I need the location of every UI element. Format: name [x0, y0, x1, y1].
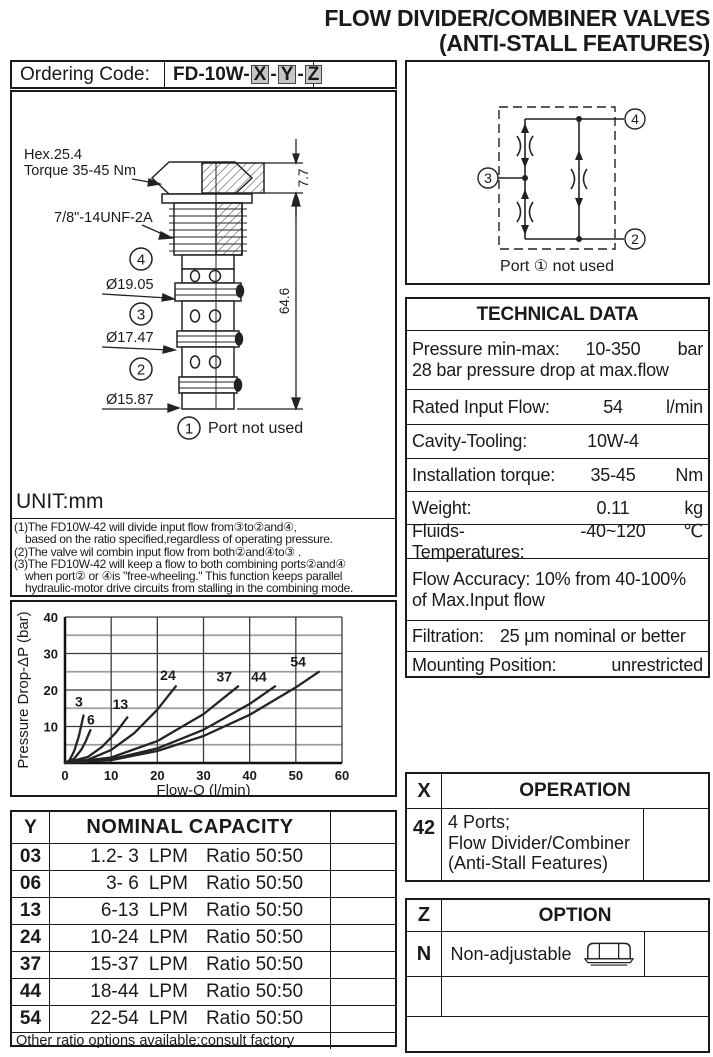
tech-label: Filtration: — [412, 625, 484, 646]
diameter-19-label: Ø19.05 — [106, 277, 154, 293]
tech-row-rated-flow — [407, 390, 708, 425]
ordering-prefix: FD-10W- — [173, 63, 250, 85]
schematic-port3: 3 — [484, 170, 492, 186]
tech-row-cavity — [407, 425, 708, 459]
svg-text:Pressure Drop-ΔP (bar): Pressure Drop-ΔP (bar) — [15, 611, 32, 769]
table-row — [12, 925, 395, 952]
port1-callout: 1 — [184, 420, 194, 438]
svg-text:Flow-Q (l/min): Flow-Q (l/min) — [156, 782, 251, 795]
option-label: Non-adjustable — [450, 943, 572, 964]
operation-column-header: OPERATION — [519, 780, 631, 801]
hydraulic-schematic-box — [405, 60, 710, 285]
table-row — [12, 898, 395, 925]
empty-column — [331, 1006, 395, 1032]
notes-divider — [12, 518, 395, 519]
svg-text:3: 3 — [74, 693, 83, 710]
table-header-row — [407, 900, 708, 932]
tech-label: Flow Accuracy: 10% from 40-100% — [412, 568, 686, 589]
svg-text:20: 20 — [43, 683, 58, 698]
table-row — [12, 979, 395, 1006]
title-line1: FLOW DIVIDER/COMBINER VALVES — [324, 5, 710, 31]
port2-callout: 2 — [136, 361, 146, 379]
table-row — [12, 952, 395, 979]
tech-value: 10-350 — [585, 339, 641, 359]
empty-column — [331, 812, 395, 843]
flow-unit: LPM — [148, 1008, 188, 1029]
capacity-column-header: NOMINAL CAPACITY — [50, 812, 331, 843]
tech-label: Installation torque: — [412, 464, 556, 485]
nominal-capacity-table — [10, 810, 397, 1047]
empty-column — [331, 871, 395, 897]
z-column-header: Z — [407, 900, 442, 931]
tech-row-filtration — [407, 621, 708, 652]
capacity-cell — [50, 952, 331, 978]
svg-text:10: 10 — [103, 768, 119, 783]
svg-text:30: 30 — [43, 646, 58, 662]
o-ring-1 — [237, 285, 244, 297]
table-row — [12, 844, 395, 871]
flow-unit: LPM — [148, 927, 188, 948]
table-row — [407, 809, 708, 880]
empty-column — [331, 844, 395, 870]
note-line: (2)The valve wil combin input flow from both②and④to③ . — [14, 544, 301, 559]
valve-drawing-box — [10, 90, 397, 597]
svg-text:40: 40 — [43, 610, 58, 625]
ordering-code-box — [10, 60, 397, 89]
title-line2: (ANTI-STALL FEATURES) — [439, 29, 710, 56]
svg-text:54: 54 — [290, 653, 306, 670]
table-header-row — [407, 774, 708, 809]
empty-column — [331, 898, 395, 924]
tech-label: Cavity-Tooling: — [412, 431, 528, 451]
ratio: Ratio 50:50 — [205, 981, 304, 1002]
flow-unit: LPM — [148, 954, 188, 975]
ordering-code-value — [165, 62, 320, 87]
flow-range: 6-13 — [100, 900, 139, 921]
svg-text:40: 40 — [242, 768, 257, 783]
tech-unit: Nm — [675, 464, 703, 485]
ordering-sep2: - — [297, 63, 304, 85]
tech-row-mounting — [407, 652, 708, 679]
svg-text:6: 6 — [86, 711, 95, 728]
tech-row-temperature — [407, 520, 708, 562]
operation-line: Flow Divider/Combiner — [448, 832, 631, 853]
footnotes — [14, 521, 394, 595]
thread-spec-label: 7/8"-14UNF-2A — [54, 210, 153, 226]
nose — [182, 393, 234, 409]
svg-text:20: 20 — [150, 768, 165, 783]
operation-line: 4 Ports; — [448, 812, 511, 832]
groove-band-19 — [175, 283, 241, 301]
ratio: Ratio 50:50 — [205, 927, 304, 948]
note-line: (3)The FD10W-42 will keep a flow to both combining ports②and④ — [14, 556, 346, 571]
empty-column — [645, 932, 708, 976]
dim-7-7: 7.7 — [296, 168, 311, 188]
hex-section-hatch — [202, 163, 264, 193]
empty-column — [331, 952, 395, 978]
y-column-header: Y — [12, 812, 50, 843]
y-code: 03 — [12, 844, 50, 870]
table-row — [12, 1006, 395, 1033]
flow-range: 10-24 — [90, 927, 139, 948]
flow-unit: LPM — [148, 900, 188, 921]
footer-note: Other ratio options available;consult factory — [12, 1033, 331, 1049]
svg-text:13: 13 — [112, 695, 129, 712]
table-row — [407, 932, 708, 977]
ratio: Ratio 50:50 — [205, 1008, 304, 1029]
o-ring-3 — [235, 379, 242, 391]
thread-section-hatch — [216, 203, 242, 255]
capacity-cell — [50, 871, 331, 897]
note-line: (1)The FD10W-42 will divide input flow from③to②and④, — [14, 520, 297, 534]
tech-label: Rated Input Flow: — [412, 396, 550, 417]
tech-unit: ℃ — [682, 520, 703, 541]
tech-unit: kg — [684, 497, 703, 518]
diameter-17-label: Ø17.47 — [106, 330, 154, 346]
note-line: when port② or ④is "free-wheeling." This function keeps parallel — [25, 569, 343, 584]
ordering-z: Z — [305, 65, 323, 84]
tech-value: unrestricted — [611, 655, 703, 675]
flow-range: 18-44 — [90, 981, 139, 1002]
ordering-code-label: Ordering Code: — [12, 62, 165, 87]
hex-size-label: Hex.25.4 — [24, 147, 83, 163]
ratio: Ratio 50:50 — [205, 846, 304, 867]
diameter-15-label: Ø15.87 — [106, 392, 154, 408]
port1-note: Port not used — [208, 420, 304, 437]
neck — [182, 255, 234, 269]
flow-paths — [498, 119, 624, 239]
flow-range: 15-37 — [90, 954, 139, 975]
hex-nut-icon — [582, 940, 636, 968]
operation-table — [405, 772, 710, 882]
note-line: hydraulic-motor drive circuits from stalling in the combining mode. — [25, 581, 354, 596]
tech-label: Pressure min-max: — [412, 339, 560, 359]
tech-unit: bar — [677, 339, 703, 359]
empty-column — [644, 809, 708, 880]
groove-band-15 — [179, 377, 237, 393]
ordering-y: Y — [278, 65, 297, 84]
tech-unit: l/min — [665, 396, 703, 417]
svg-text:24: 24 — [160, 666, 176, 683]
valve-body-outline — [152, 162, 264, 409]
schematic-caption: Port ① not used — [500, 258, 614, 275]
tech-value: 35-45 — [590, 464, 636, 485]
tech-label: Mounting Position: — [412, 655, 557, 675]
y-code: 54 — [12, 1006, 50, 1032]
option-cell — [442, 932, 645, 976]
option-table — [405, 898, 710, 1053]
tech-label: Weight: — [412, 497, 472, 518]
option-column-header: OPTION — [538, 904, 612, 926]
capacity-cell — [50, 979, 331, 1005]
table-header-row — [12, 812, 395, 844]
y-code: 13 — [12, 898, 50, 924]
page-title — [324, 6, 710, 56]
flow-range: 22-54 — [90, 1008, 139, 1029]
svg-text:0: 0 — [61, 768, 69, 783]
port4-callout: 4 — [136, 251, 146, 269]
valve-cross-section-drawing — [12, 92, 395, 489]
hydraulic-schematic — [407, 62, 708, 283]
dim-64-6: 64.6 — [277, 287, 292, 315]
empty-row — [407, 977, 708, 1017]
groove-band-17 — [177, 331, 239, 347]
tech-value: 25 μm nominal or better — [499, 625, 686, 646]
y-code: 06 — [12, 871, 50, 897]
tech-row-pressure — [407, 331, 708, 390]
ordering-x: X — [251, 65, 270, 84]
ordering-sep1: - — [270, 63, 277, 85]
svg-text:37: 37 — [216, 668, 233, 685]
flow-unit: LPM — [148, 846, 188, 867]
tech-unit — [657, 431, 703, 452]
z-code: N — [407, 932, 442, 976]
pressure-flow-chart-box — [10, 600, 397, 797]
tech-value: 54 — [603, 396, 623, 417]
tech-value: 10W-4 — [587, 431, 639, 451]
operation-line: (Anti-Stall Features) — [448, 853, 609, 874]
schematic-port4: 4 — [631, 111, 639, 127]
x-code: 42 — [407, 809, 442, 880]
tech-row-torque — [407, 459, 708, 492]
tech-row-accuracy — [407, 559, 708, 621]
ratio: Ratio 50:50 — [205, 873, 304, 894]
capacity-cell — [50, 844, 331, 870]
y-code: 37 — [12, 952, 50, 978]
o-ring-2 — [236, 333, 243, 345]
tech-label: Fluids-Temperatures: — [412, 520, 525, 562]
schematic-port2: 2 — [631, 231, 639, 247]
tech-note: 28 bar pressure drop at max.flow — [412, 360, 669, 380]
note-line: based on the ratio specified,regardless of operating pressure. — [25, 532, 333, 547]
svg-text:50: 50 — [288, 768, 304, 783]
empty-column — [331, 979, 395, 1005]
operation-description — [442, 809, 644, 880]
svg-text:10: 10 — [43, 719, 58, 735]
x-column-header: X — [407, 774, 442, 808]
capacity-cell — [50, 925, 331, 951]
ordering-empty-cell — [314, 62, 395, 87]
y-code: 24 — [12, 925, 50, 951]
table-row — [12, 871, 395, 898]
ratio: Ratio 50:50 — [205, 954, 304, 975]
flow-chart — [12, 602, 395, 795]
unit-label: UNIT:mm — [16, 490, 104, 513]
ratio: Ratio 50:50 — [205, 900, 304, 921]
flow-range: 3- 6 — [106, 873, 139, 894]
svg-text:30: 30 — [196, 768, 211, 783]
svg-text:60: 60 — [334, 768, 350, 783]
tech-value: -40~120 — [580, 520, 646, 541]
capacity-cell — [50, 1006, 331, 1032]
capacity-cell — [50, 898, 331, 924]
empty-column — [331, 1033, 395, 1049]
flow-unit: LPM — [148, 981, 188, 1002]
svg-text:44: 44 — [251, 668, 267, 685]
flow-unit: LPM — [148, 873, 188, 894]
empty-column — [331, 925, 395, 951]
technical-data-table — [405, 297, 710, 678]
technical-data-title: TECHNICAL DATA — [407, 299, 708, 331]
washer — [162, 194, 252, 203]
tech-value: 0.11 — [596, 497, 630, 518]
schematic-ports — [478, 109, 645, 249]
flow-range: 1.2- 3 — [90, 846, 139, 867]
port3-callout: 3 — [136, 306, 146, 324]
torque-label: Torque 35-45 Nm — [24, 163, 137, 179]
table-footer-row — [12, 1033, 395, 1049]
y-code: 44 — [12, 979, 50, 1005]
tech-note: of Max.Input flow — [412, 589, 545, 610]
